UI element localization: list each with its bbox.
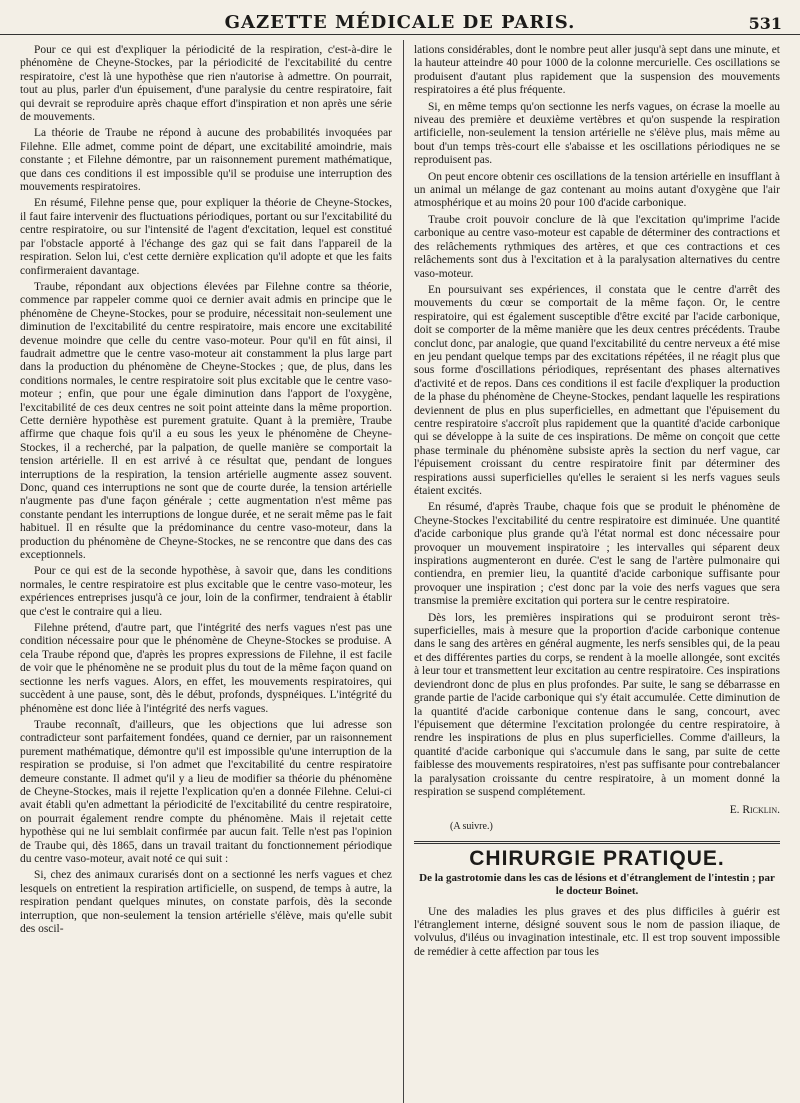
left-column: [20, 44, 392, 1103]
section-title: CHIRURGIE PRATIQUE.: [469, 847, 725, 871]
paragraph: Une des maladies les plus graves et des plus difficiles à guérir est l'étranglement interne, désigné souvent sous le nom de passion iliaque, de volvulus, d'iléus ou invagination intestinale, etc. Il est trop souvent impossible de remédier à cette affection par tous les: [414, 905, 780, 958]
right-column: [414, 44, 780, 1103]
paragraph: Si, en même temps qu'on sectionne les nerfs vagues, on écrase la moelle au niveau des première et deuxième vertèbres et qu'on suspende la respiration artificielle, non-seulement la tension artérielle ne s'élève plus, mais même au bout d'un temps très-court elle s'abaisse et les oscillations périodiques ne se reproduisent pas.: [414, 100, 780, 167]
column-divider: [403, 40, 404, 1103]
page-header: [0, 0, 800, 35]
paragraph: En résumé, Filehne pense que, pour expliquer la théorie de Cheyne-Stockes, il faut faire intervenir des fluctuations périodiques, portant ou sur l'excitabilité du centre respiratoire, ou sur l'intensité de l'agent d'excitation, lequel est constitué par l'obstacle apporté à l'échange des gaz qui se fait dans l'appareil de la respiration. Selon lui, c'est cette dernière explication qu'il adopte et que les faits confirmeraient davantage.: [20, 197, 392, 277]
continuation-note: (A suivre.): [450, 820, 493, 832]
paragraph: La théorie de Traube ne répond à aucune des probabilités invoquées par Filehne. Elle admet, comme point de départ, une excitabilité amoindrie, mais constante ; et Filehne démontre, par un raisonnement purement mathématique, que dans ces conditions il est impossible qu'il se produise une interruption des mouvements respiratoires.: [20, 127, 392, 194]
paragraph: En poursuivant ses expériences, il constata que le centre d'arrêt des mouvements du cœur se comportait de la même façon. Or, le centre respiratoire, qui est également susceptible d'être excité par l'acide carbonique, doit se comporter de la même manière que les deux centres précédents. Traube conclut donc, par analogie, que quand l'excitabilité du centre nerveux a été mise en jeu pendant quelque temps par des excitations répétées, il ne réagit plus que sous forme d'oscillations périodiques, représentant des phases alternatives d'activité et de repos. Dans ces conditions il est facile d'expliquer la production de la phase du phénomène de Cheyne-Stockes, pendant laquelle les respirations deviennent de plus en plus superficielles, en admettant que l'épuisement du centre respiratoire s'accroît plus rapidement que la quantité d'acide carbonique qui se développe à la suite de ces inspirations. De même on conçoit que cette phase terminale du phénomène subsiste après la section du nerf vague, car l'épuisement croissant du centre respiratoire finit par déterminer des respirations aussi superficielles qu'elles le seraient si les nerfs vagues seuls étaient excités.: [414, 283, 780, 497]
paragraph: Dès lors, les premières inspirations qui se produiront seront très-superficielles, mais à mesure que la proportion d'acide carbonique contenue dans le sang des artères en général augmente, les nerfs sensibles qui, de la peau et des différentes parties du corps, se rendent à la moelle allongée, sont excités à leur tour et transmettent leur excitation au centre respiratoire. Ces inspirations deviendront donc de plus en plus profondes. Par suite, le sang se débarrasse en grande partie de l'acide carbonique qui s'y était accumulée. Cette diminution de la quantité d'acide carbonique contenue dans le sang, concourt, avec l'épuisement que détermine l'excitation prolongée du centre respiratoire, à rendre les inspirations de plus en plus superficielles. Comme d'ailleurs, la quantité d'acide carbonique qui s'accumule dans le sang, par suite de cette faiblesse des mouvements respiratoires, n'est pas suffisante pour contrebalancer la paralysation croissante du centre respiratoire, à un moment donné la respiration se suspend complétement.: [414, 611, 780, 798]
section-rule: [414, 841, 780, 844]
paragraph: Pour ce qui est d'expliquer la périodicité de la respiration, c'est-à-dire le phénomène de Cheyne-Stockes, par la périodicité de l'excitabilité du centre respiratoire, c'est là une hypothèse que rien n'autorise à admettre. On pourrait, tout au plus, parler d'un épuisement, d'une paralysie du centre respiratoire, fait qui devrait se reproduire après chaque effort d'inspiration et non après une série de mouvements.: [20, 44, 392, 124]
paragraph: Traube reconnaît, d'ailleurs, que les objections que lui adresse son contradicteur sont parfaitement fondées, quand ce dernier, par un raisonnement purement mathématique, démontre qu'il est impossible qu'une interruption de la respiration se produise, si l'on admet que l'excitabilité du centre respiratoire demeure constante. Il admet qu'il y a lieu de modifier sa théorie du phénomène de Cheyne-Stockes, mais il rejette l'explication qu'en a donnée Filehne. Celui-ci avait établi qu'en admettant la périodicité de l'excitabilité du centre respiratoire, on pourrait également rendre compte du phénomène. Mais il rejetait cette hypothèse qui ne lui semblait confirmée par aucun fait. Telle n'est pas l'opinion de Traube qui, dès 1865, dans un travail traitant du fonctionnement périodique du centre vaso-moteur, avait noté ce qui suit :: [20, 718, 392, 865]
paragraph: En résumé, d'après Traube, chaque fois que se produit le phénomène de Cheyne-Stockes l'excitabilité du centre respiratoire est diminuée. Une quantité d'acide carbonique plus grande qu'à l'état normal est donc nécessaire pour provoquer un mouvement inspiratoire ; les intervalles qui séparent deux inspirations augmenteront en durée. C'est le sang de l'artère pulmonaire qui contiendra, en premier lieu, la quantité d'acide carbonique suffisante pour provoquer une inspiration ; c'est donc par la voie des nerfs vagues que sera transmise la première excitation qui portera sur le centre respiratoire.: [414, 501, 780, 608]
author-signature: E. Ricklin.: [729, 804, 780, 817]
paragraph: Pour ce qui est de la seconde hypothèse, à savoir que, dans les conditions normales, le centre respiratoire est plus excitable que le centre vaso-moteur, les expériences entreprises jusqu'à ce jour, loin de la confirmer, tendraient à établir que c'est le contraire qui a lieu.: [20, 565, 392, 618]
paragraph: Traube croit pouvoir conclure de là que l'excitation qu'imprime l'acide carbonique au centre vaso-moteur est capable de déterminer des contractions et des relâchements rythmiques des artères, et que ces contractions et ces relâchements sont dus à l'excitation et à la paralysation alternatives du centre vaso-moteur.: [414, 213, 780, 280]
page-number: 531: [748, 14, 782, 33]
paragraph: Si, chez des animaux curarisés dont on a sectionné les nerfs vagues et chez lesquels on entretient la respiration artificielle, on suspend, de temps à autre, la respiration pendant quelques minutes, on constate parfois, dès la seconde interruption, que non-seulement la tension artérielle s'élève, mais qu'elle subit des oscil-: [20, 869, 392, 935]
paragraph: Filehne prétend, d'autre part, que l'intégrité des nerfs vagues n'est pas une condition nécessaire pour que le phénomène de Cheyne-Stockes se produise. A cela Traube répond que, d'après les propres expressions de Filehne, il est facile de voir que le phénomène ne se produit plus du tout de la même façon quand on sectionne les nerfs vagues. Alors, en effet, les mouvements respiratoires, qui succèdent à une pause, sont, dès le début, profonds, dyspnéiques. L'intégrité du phénomène est donc liée à l'intégrité des nerfs vagues.: [20, 622, 392, 715]
paragraph: lations considérables, dont le nombre peut aller jusqu'à sept dans une minute, et la hauteur atteindre 40 pour 1000 de la colonne mercurielle. Ces oscillations se produisent d'autant plus rapidement que la suspension des mouvements respiratoires a été plus fréquente.: [414, 44, 780, 97]
paragraph: Traube, répondant aux objections élevées par Filehne contre sa théorie, commence par rappeler comme quoi ce dernier avait admis en principe que le phénomène de Cheyne-Stockes, pour se produire, nécessitait non-seulement une diminution de l'excitabilité du centre respiratoire, mais encore une excitabilité devenue moindre que celle du centre vaso-moteur. Pour qu'il en fût ainsi, il faudrait admettre que le centre vaso-moteur ait constamment la plus large part dans la production du phénomène de Cheyne-Stockes ; que, de plus, dans les conditions normales, le centre respiratoire soit plus excitable que le centre vaso-moteur ; enfin, que pour une égale diminution dans l'apport de l'oxygène, l'excitabilité de ces deux centres ne soit point atteinte dans la même proportion. Cette dernière hypothèse est purement gratuite. Quant à la première, Traube affirme que chaque fois qu'il a eu sous les yeux le phénomène de Cheyne-Stockes, il a recherché, par la palpation, de quelle manière se comportait la tension artérielle. Il en est arrivé à ce résultat que, pendant de longues interruptions de la respiration, la tension artérielle augmente assez souvent. Donc, quand ces interruptions ne sont que de courte durée, la tension artérielle n'augmente pas d'une façon générale ; cette augmentation n'est même pas constante pendant les interruptions de longue durée, et ne serait même pas le fait habituel. Il en résulte que la prédominance du centre vaso-moteur, dans la production du phénomène de Cheyne-Stockes, ne se rencontre que dans des cas exceptionnels.: [20, 280, 392, 562]
article-subtitle: De la gastrotomie dans les cas de lésions et d'étranglement de l'intestin ; par le docteur Boinet.: [419, 871, 775, 897]
paragraph: On peut encore obtenir ces oscillations de la tension artérielle en insufflant à un animal un mélange de gaz contenant au moins autant d'oxygène que l'air atmosphérique et au moins 20 pour 100 d'acide carbonique.: [414, 170, 780, 210]
journal-title: GAZETTE MÉDICALE DE PARIS.: [224, 12, 576, 33]
